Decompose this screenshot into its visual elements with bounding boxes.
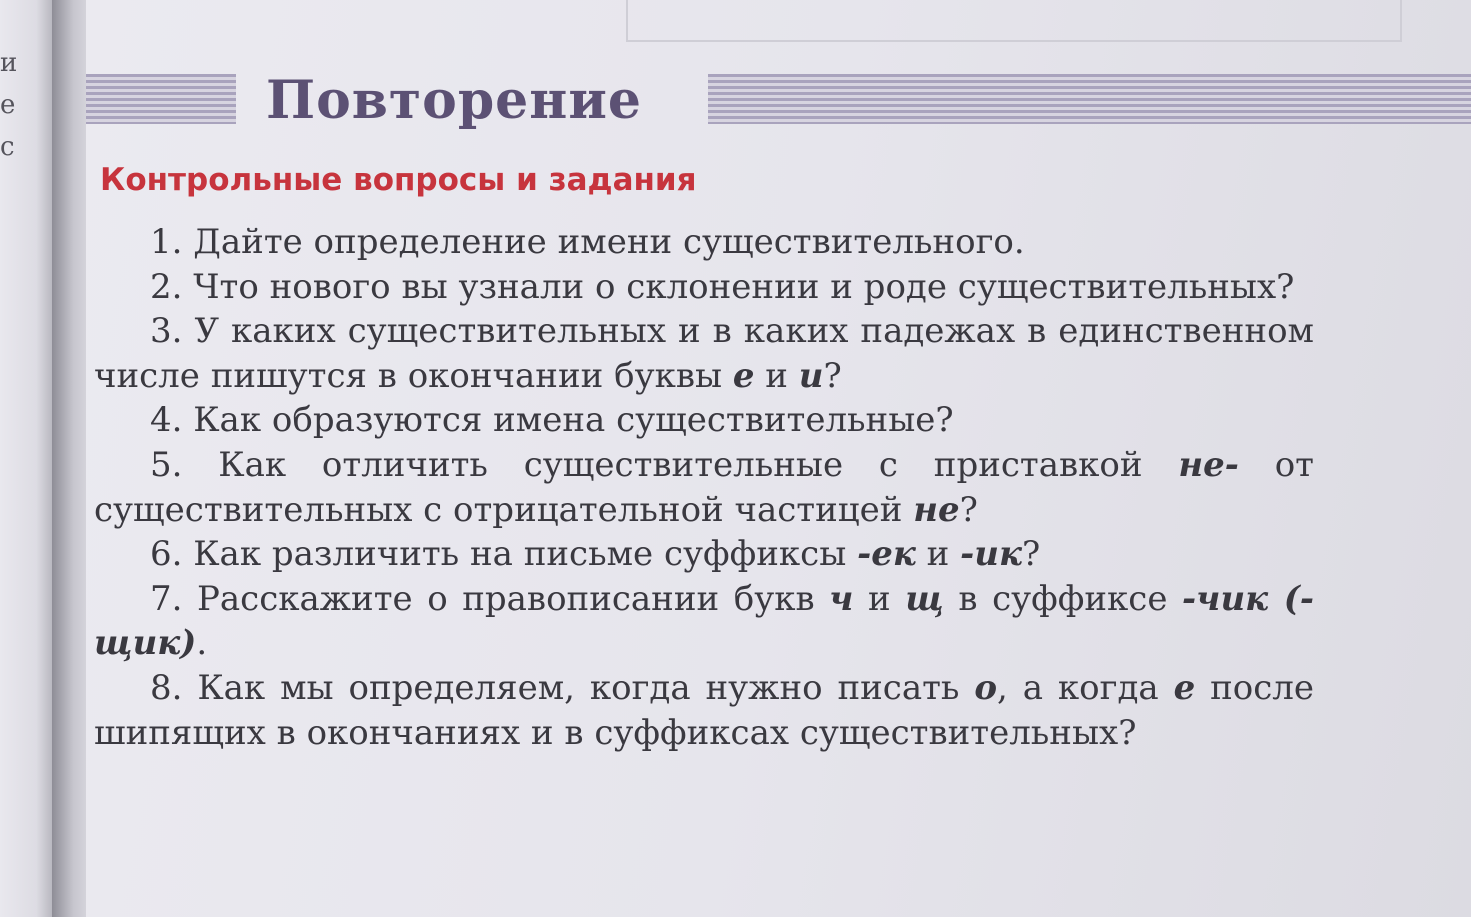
letter-o: о bbox=[974, 667, 998, 708]
question-6: 6. Как различить на письме суффиксы -ек и -ик? bbox=[150, 534, 1041, 575]
question-2: 2. Что нового вы узнали о склонении и роде существительных? bbox=[150, 266, 1295, 307]
suffix-ek: -ек bbox=[857, 534, 916, 575]
prefix-ne: не- bbox=[1178, 444, 1239, 485]
question-4: 4. Как образуются имена существительные? bbox=[150, 400, 954, 441]
letter-ch: ч bbox=[829, 578, 854, 619]
question-list bbox=[94, 220, 1314, 755]
previous-page-edge bbox=[0, 0, 52, 917]
title-decor-band-right bbox=[708, 74, 1471, 124]
particle-ne: не bbox=[913, 489, 960, 530]
suffix-ik: -ик bbox=[960, 534, 1022, 575]
question-7: 7. Расскажите о правописании букв ч и щ в суффиксе -чик (-щик). bbox=[94, 578, 1314, 664]
bleed-through-frame bbox=[626, 0, 1402, 42]
question-1: 1. Дайте определение имени существительного. bbox=[150, 222, 1025, 262]
section-subtitle: Контрольные вопросы и задания bbox=[100, 162, 697, 198]
letter-e: е bbox=[1173, 667, 1196, 708]
previous-page-fragment: е bbox=[0, 90, 16, 120]
suffix-chik: -чик (-щик) bbox=[94, 578, 1314, 664]
previous-page-fragment: с bbox=[0, 132, 15, 162]
letter-shch: щ bbox=[905, 578, 944, 619]
question-3: 3. У каких существительных и в каких падежах в единственном числе пишутся в окончании буквы е и и? bbox=[94, 311, 1314, 396]
question-8: 8. Как мы определяем, когда нужно писать о, а когда е после шипящих в окончаниях и в суффиксах существительных? bbox=[94, 667, 1314, 753]
letter-e: е bbox=[732, 355, 755, 396]
letter-i: и bbox=[798, 355, 824, 396]
section-title: Повторение bbox=[266, 70, 642, 131]
question-5: 5. Как отличить существительные с приставкой не- от существительных с отрицательной частицей не? bbox=[94, 444, 1314, 530]
previous-page-fragment: и bbox=[0, 48, 18, 78]
title-decor-band-left bbox=[86, 74, 236, 124]
